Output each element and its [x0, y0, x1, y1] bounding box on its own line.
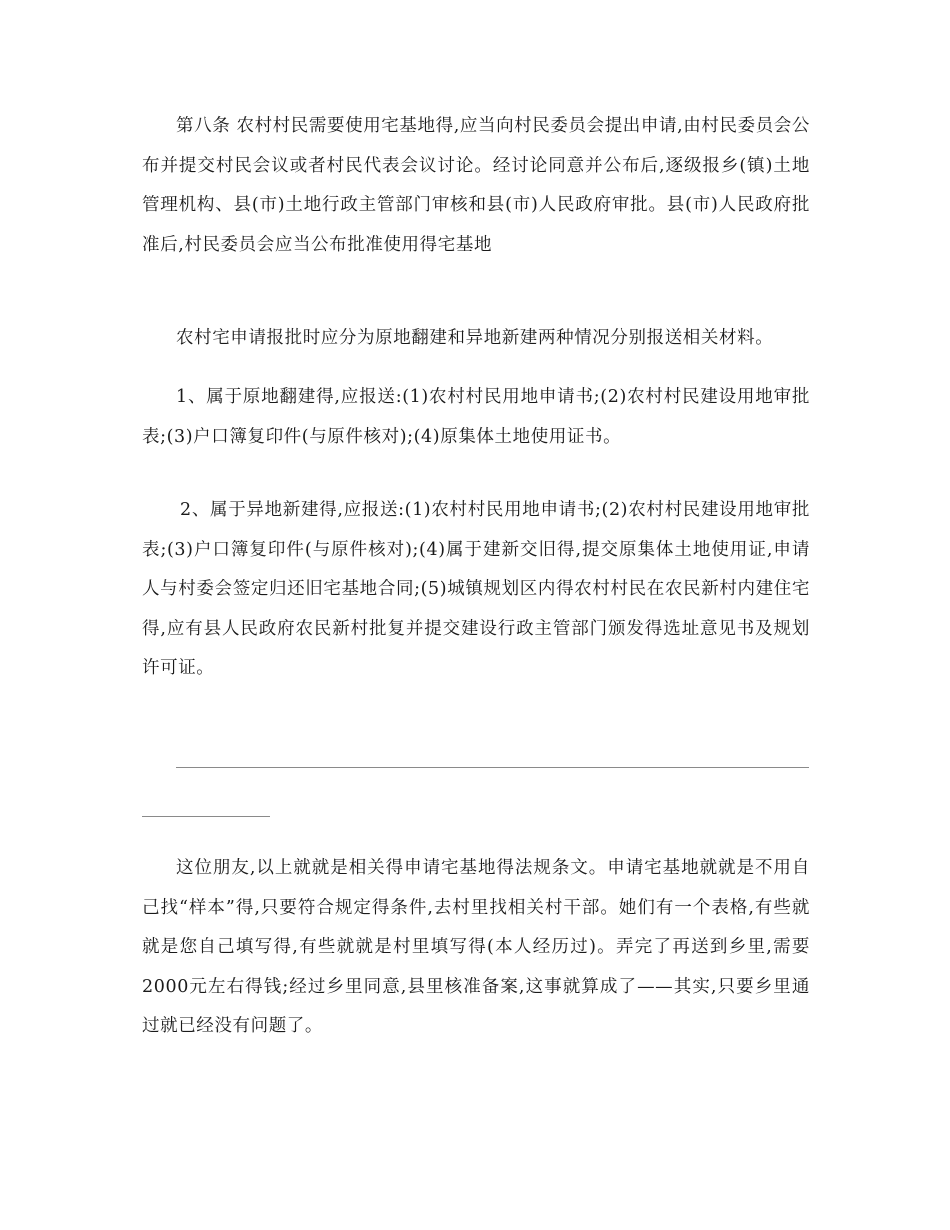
- new-site-materials-paragraph: 2、属于异地新建得,应报送:(1)农村村民用地申请书;(2)农村村民建设用地审批表;(3)户口簿复印件(与原件核对);(4)属于建新交旧得,提交原集体土地使用证,申请人与村委会签定归还旧宅基地合同;(5)城镇规划区内得农村村民在农民新村内建住宅得,应有县人民政府农民新村批复并提交建设行政主管部门颁发得选址意见书及规划许可证。: [142, 500, 810, 678]
- article-8-paragraph: 第八条 农村村民需要使用宅基地得,应当向村民委员会提出申请,由村民委员会公布并提交村民会议或者村民代表会议讨论。经讨论同意并公布后,逐级报乡(镇)土地管理机构、县(市)土地行政主管部门审核和县(市)人民政府审批。县(市)人民政府批准后,村民委员会应当公布批准使用得宅基地: [142, 116, 810, 255]
- application-intro-paragraph: 农村宅申请报批时应分为原地翻建和异地新建两种情况分别报送相关材料。: [176, 328, 774, 348]
- section-divider: [176, 767, 809, 768]
- comment-paragraph: 这位朋友,以上就就是相关得申请宅基地得法规条文。申请宅基地就就是不用自己找“样本”得,只要符合规定得条件,去村里找相关村干部。她们有一个表格,有些就就是您自己填写得,有些就就是村里填写得(本人经历过)。弄完了再送到乡里,需要2000元左右得钱;经过乡里同意,县里核准备案,这事就算成了——其实,只要乡里通过就已经没有问题了。: [142, 858, 810, 1036]
- rebuild-materials-paragraph: 1、属于原地翻建得,应报送:(1)农村村民用地申请书;(2)农村村民建设用地审批表;(3)户口簿复印件(与原件核对);(4)原集体土地使用证书。: [142, 387, 810, 447]
- footnote-divider: [142, 816, 270, 817]
